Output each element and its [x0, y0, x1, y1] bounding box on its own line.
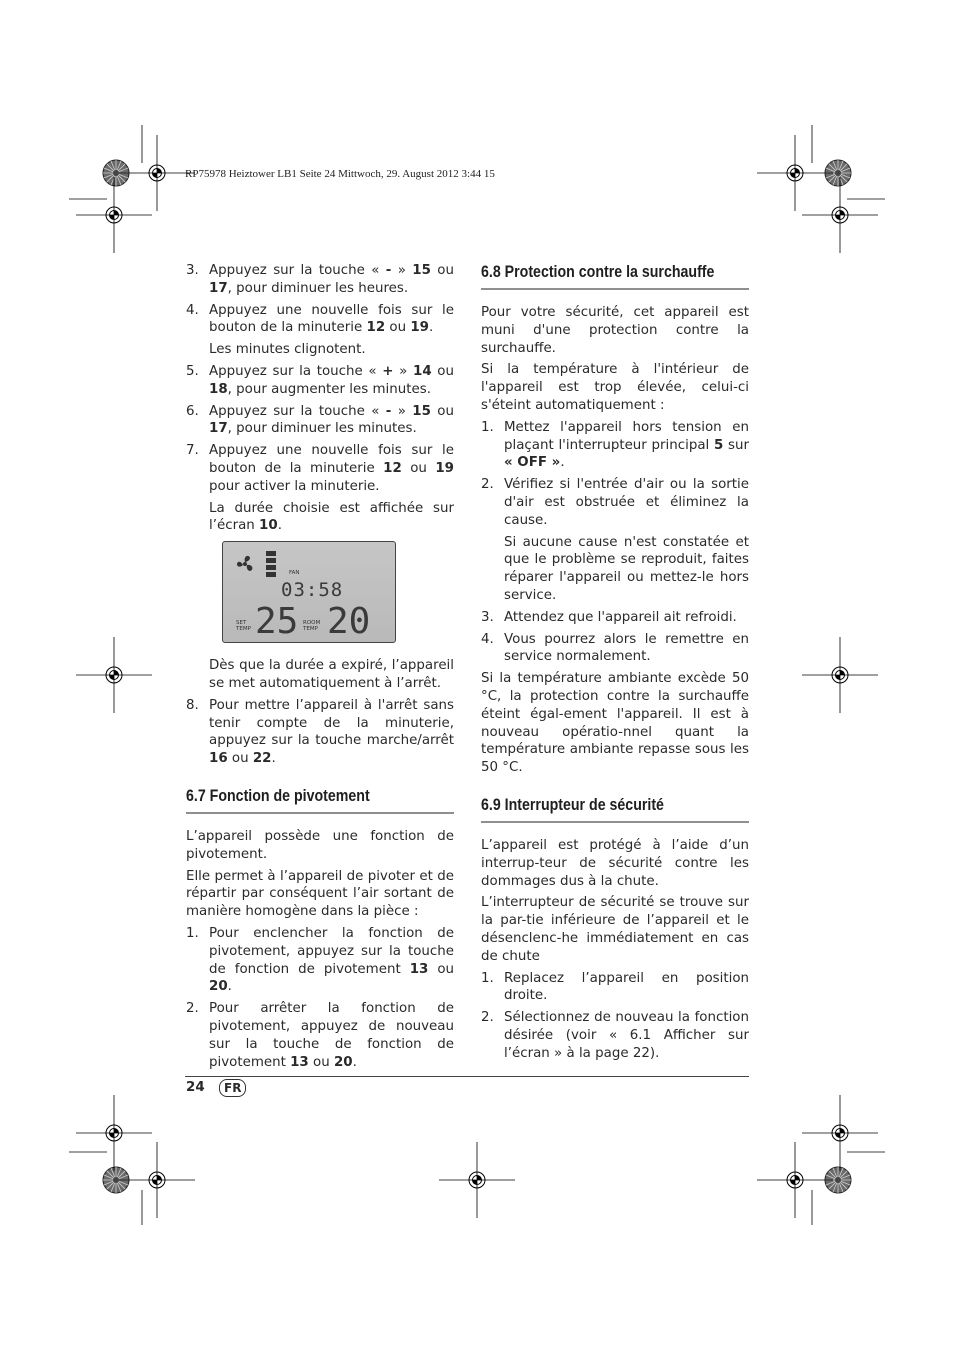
list-item: 5. Appuyez sur la touche « + » 14 ou 18, pour augmenter les minutes.	[186, 363, 454, 397]
set-temp-value: 25	[255, 601, 299, 643]
print-slug: RP75978 Heiztower LB1 Seite 24 Mittwoch, 29. August 2012 3:44 15	[185, 168, 495, 180]
right-column	[481, 262, 749, 1066]
room-temp-value: 20	[327, 601, 371, 643]
section-rule	[186, 812, 454, 814]
list-item: 7. Appuyez une nouvelle fois sur le bouton de la minuterie 12 ou 19 pour activer la minuterie.	[186, 443, 454, 494]
fan-icon	[235, 554, 255, 574]
page-number: 24	[186, 1080, 205, 1095]
paragraph: Si la température ambiante excède 50 °C, la protection contre la surchauffe éteint égal-ement l'appareil. Il est à nouveau opératio-nnel quant la température ambiante repasse sous les 50 °C.	[481, 671, 749, 776]
paragraph: Elle permet à l’appareil de pivoter et de répartir par conséquent l’air sortant de manière homogène dans la pièce :	[186, 868, 454, 920]
list-item: 1. Mettez l'appareil hors tension en plaçant l'interrupteur principal 5 sur « OFF ».	[481, 419, 749, 471]
fan-label: FAN	[289, 570, 300, 577]
language-badge: FR	[219, 1079, 246, 1097]
room-temp-label: ROOM TEMP	[303, 620, 321, 633]
list-item: 8. Pour mettre l’appareil à l'arrêt sans tenir compte de la minuterie, appuyez sur la touche marche/arrêt 16 ou 22.	[186, 697, 454, 767]
paragraph: L’appareil possède une fonction de pivotement.	[186, 828, 454, 862]
section-rule	[481, 821, 749, 823]
list-item: 2. Sélectionnez de nouveau la fonction désirée (voir « 6.1 Afficher sur l’écran » à la page 22).	[481, 1010, 749, 1061]
list-item: 3. Appuyez sur la touche « - » 15 ou 17, pour diminuer les heures.	[186, 263, 454, 296]
note: Si aucune cause n'est constatée et que le problème se reproduit, faites réparer l'appareil ou mettez-le hors service.	[504, 534, 749, 603]
set-temp-label: SET TEMP	[236, 620, 251, 633]
section-title-6-9: 6.9 Interrupteur de sécurité	[481, 795, 664, 814]
section-rule	[481, 288, 749, 290]
steps-mid	[186, 363, 454, 496]
section-title-6-8: 6.8 Protection contre la surchauffe	[481, 263, 715, 281]
lcd-time: 03:58	[281, 579, 344, 602]
note-minutes: Les minutes clignotent.	[209, 342, 366, 358]
list-item: 2. Vérifiez si l'entrée d'air ou la sortie d'air est obstruée et éliminez la cause.	[481, 477, 749, 528]
paragraph: L’interrupteur de sécurité se trouve sur la par-tie inférieure de l’appareil et le désenclenc-he immédiatement en cas de chute	[481, 895, 749, 964]
list-item: 4. Appuyez une nouvelle fois sur le bouton de la minuterie 12 ou 19.	[186, 302, 454, 336]
note-display: La durée choisie est affichée sur l’écran 10.	[209, 500, 454, 534]
list-item: 1. Pour enclencher la fonction de pivotement, appuyez sur la touche de fonction de pivotement 13 ou 20.	[186, 925, 454, 995]
section-title-6-7: 6.7 Fonction de pivotement	[186, 786, 370, 805]
list-item: 3. Attendez que l'appareil ait refroidi.	[481, 609, 737, 625]
list-item: 6. Appuyez sur la touche « - » 15 ou 17, pour diminuer les minutes.	[186, 403, 454, 437]
list-item: 4. Vous pourrez alors le remettre en service normalement.	[481, 631, 749, 665]
footer-rule	[185, 1076, 749, 1077]
note-expired: Dès que la durée a expiré, l’appareil se met automatiquement à l’arrêt.	[209, 658, 454, 691]
list-item: 1. Replacez l’appareil en position droite.	[481, 970, 749, 1004]
level-bars-icon	[265, 550, 277, 578]
steps-top	[186, 262, 454, 337]
paragraph: Pour votre sécurité, cet appareil est muni d'une protection contre la surchauffe.	[481, 305, 749, 356]
lcd-display-illustration	[222, 541, 396, 643]
list-item: 2. Pour arrêter la fonction de pivotement, appuyez de nouveau sur la touche de fonction de pivotement 13 ou 20.	[186, 1001, 454, 1070]
paragraph: Si la température à l'intérieur de l'appareil est trop élevée, celui-ci s'éteint automatiquement :	[481, 362, 749, 413]
paragraph: L’appareil est protégé à l’aide d’un interrup-teur de sécurité contre les dommages dus à la chute.	[481, 837, 749, 889]
left-column	[186, 262, 454, 1075]
